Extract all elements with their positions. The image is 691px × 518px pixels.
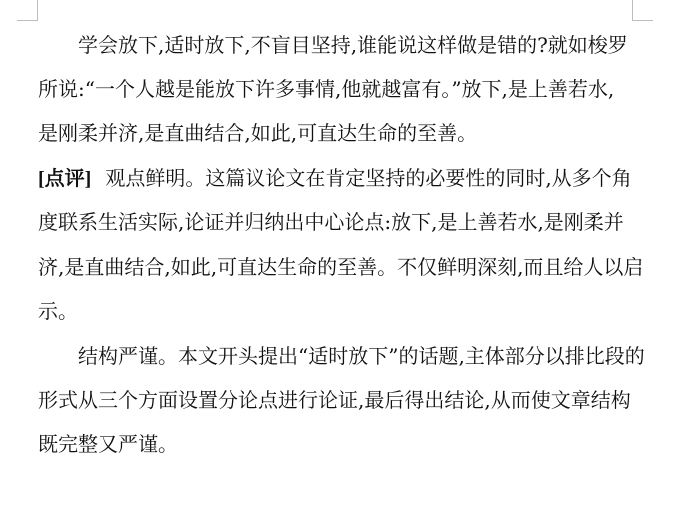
corner-mark-top-left	[37, 0, 38, 20]
corner-mark-top-right	[632, 0, 633, 20]
structure-line: 既完整又严谨。	[38, 432, 178, 456]
structure-line: 结构严谨。本文开头提出“适时放下”的话题,主体部分以排比段的	[78, 344, 645, 368]
comment-line: 济,是直曲结合,如此,可直达生命的至善。不仅鲜明深刻,而且给人以启	[38, 255, 644, 279]
essay-line: 所说:“一个人越是能放下许多事情,他就越富有。”放下,是上善若水,	[38, 77, 615, 101]
comment-first-line	[38, 165, 638, 192]
comment-line: 示。	[38, 299, 78, 323]
corner-mark-top-left	[17, 20, 38, 21]
essay-line: 学会放下,适时放下,不盲目坚持,谁能说这样做是错的?就如梭罗	[78, 33, 628, 57]
structure-line: 形式从三个方面设置分论点进行论证,最后得出结论,从而使文章结构	[38, 388, 631, 412]
comment-tag: [点评]	[38, 168, 92, 190]
essay-line: 是刚柔并济,是直曲结合,如此,可直达生命的至善。	[38, 121, 478, 145]
comment-line: 度联系生活实际,论证并归纳出中心论点:放下,是上善若水,是刚柔并	[38, 210, 624, 234]
corner-mark-top-right	[632, 20, 653, 21]
comment-line: 观点鲜明。这篇议论文在肯定坚持的必要性的同时,从多个角	[105, 166, 632, 190]
